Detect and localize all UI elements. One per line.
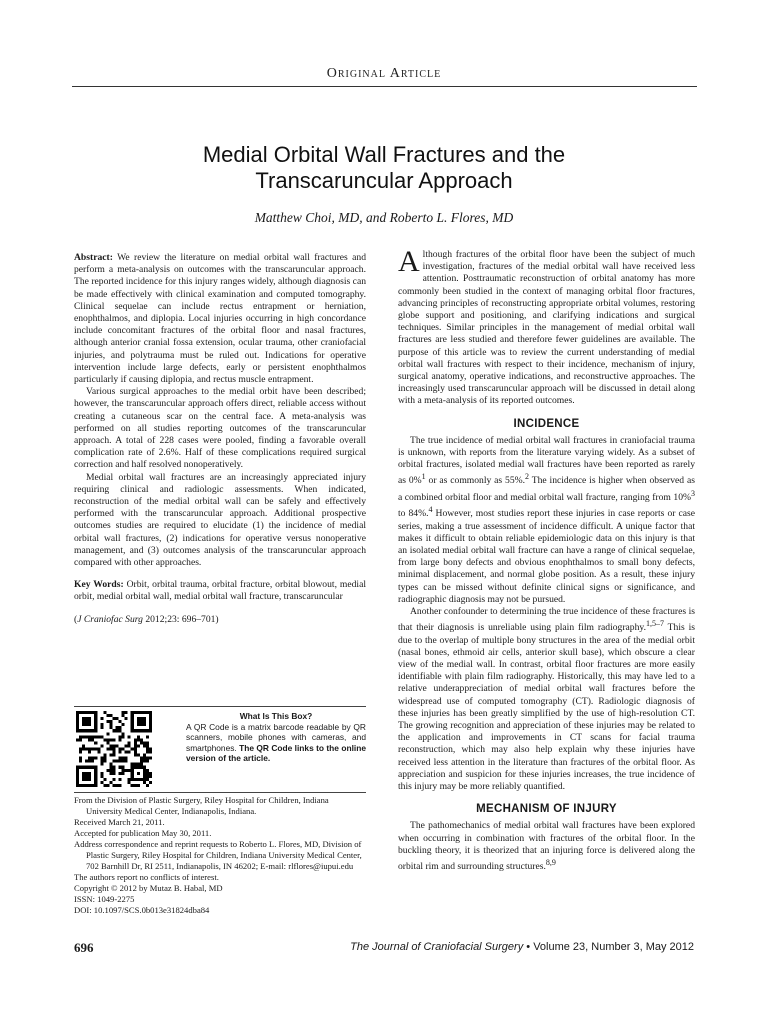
drop-cap: A <box>398 245 420 278</box>
citation-rest: 2012;23: 696–701) <box>142 613 219 625</box>
inc-p2-b: This is due to the overlap of multiple bony structures in the area of the medial orbit (nasal bones, ethmoid air cells, anterior skull base), which obscure a clear view of the medial wall. In contrast, orbital floor fractures are more easily identifiable with plain film radiography. Historically, this may have led to a relative underappreciation of medial orbital wall fractures before the widespread use of computed tomography (CT). Radiologic diagnosis of these injuries has been greatly simplified by the use of high-resolution CT. The growing recognition and appreciation of these injuries may be related to the application and improvements in CT scans for facial trauma reconstruction, which may also help explain why these injuries have received less attention in the literature than fractures of the orbital floor. As appreciation and suspicion for these injuries increases, the true incidence of this injury may be more reliably quantified. <box>398 622 695 793</box>
footer-journal-name: The Journal of Craniofacial Surgery <box>350 941 524 953</box>
spacer <box>74 569 366 579</box>
affil-issn: ISSN: 1049-2275 <box>74 894 135 904</box>
section-label: Original Article <box>326 66 442 81</box>
inc-p1-e: However, most studies report these injuries in case reports or case series, making a true assessment of incidence difficult. A unique factor that makes it difficult to obtain reliable epidemiologic data on this injury is that an isolated medial orbital wall fracture can have a range of clinical sequelae, from large bony defects and obvious enophthalmos to small bony defects, minimal displacement, and normal globe position. As a result, these injury types can be missed without definite clinical signs or significance, and radiographic diagnosis may not be pursued. <box>398 508 695 605</box>
qr-text: A QR Code is a matrix barcode readable by QR scanners, mobile phones with cameras, and smartphones. <box>186 721 366 753</box>
citation-journal: J Craniofac Surg <box>77 613 143 625</box>
affil-address: Address correspondence and reprint requests to Roberto L. Flores, MD, Division of Plastic Surgery, Riley Hospital for Children, Indiana University Medical Center, 702 Barnhill Dr, RI 2511, Indianapolis, IN 46202; E-mail: rlflores@iupui.edu <box>74 839 362 871</box>
qr-title: What Is This Box? <box>239 711 313 721</box>
affil-copyright: Copyright © 2012 by Mutaz B. Habal, MD <box>74 883 223 893</box>
citation-open: ( <box>74 613 78 625</box>
ref-sup: 3 <box>691 488 695 498</box>
ref-sup: 2 <box>525 472 530 482</box>
footer-journal-info <box>350 941 694 953</box>
inc-p2-a: Another confounder to determining the true incidence of these fractures is that their diagnosis is unreliable using plain film radiography. <box>398 606 695 634</box>
keywords-text: Orbit, orbital trauma, orbital fracture, orbital blowout, medial orbit, medial orbital wall, medial orbital wall fracture, transcaruncular <box>74 579 366 603</box>
citation <box>74 614 366 626</box>
spacer <box>74 604 366 614</box>
mech-p1: The pathomechanics of medial orbital wall fractures have been explored when occurring in combination with fractures of the orbital floor. In the buckling theory, it is theorized that an injuring force is delivered along the orbital rim and surrounding structures. <box>398 820 695 873</box>
keywords <box>74 579 366 603</box>
abstract-paragraph-1 <box>74 252 366 386</box>
qr-description <box>186 711 366 764</box>
affiliations <box>74 795 366 916</box>
mechanism-paragraph-1 <box>398 820 695 873</box>
title-line-2: Transcaruncular Approach <box>255 168 513 193</box>
qr-bottom-rule <box>74 792 366 793</box>
heading-mechanism: MECHANISM OF INJURY <box>476 803 617 816</box>
inc-p1-a: The true incidence of medial orbital wall fractures in craniofacial trauma is unknown, with reports from the literature varying widely. As a subset of orbital fractures, isolated medial wall fractures have been reported as rarely as 0% <box>398 434 695 487</box>
affil-accepted: Accepted for publication May 30, 2011. <box>74 828 212 838</box>
keywords-label: Key Words: <box>74 579 124 591</box>
abstract-text-1: We review the literature on medial orbital wall fractures and perform a meta-analysis on outcomes with the transcaruncular approach. The reported incidence for this injury ranges widely, although diagnosis can be made effectively with clinical examination and computed tomography. Clinical sequelae can include rectus entrapment or herniation, enophthalmos, and diplopia. Local injuries occurring in high concordance include concomitant fractures of the orbital floor and nasal fractures, although anterior cranial fossa extension, ocular trauma, other craniofacial injuries, and polytrauma must be ruled out. Indications for operative intervention include large defects, early or persistent enophthalmos particularly if causing diplopia, and rectus muscle entrapment. <box>74 252 366 386</box>
intro-paragraph <box>398 245 695 408</box>
qr-box <box>74 711 366 791</box>
ref-sup: 1 <box>421 472 426 482</box>
abstract-paragraph-3: Medial orbital wall fractures are an increasingly appreciated injury requiring clinical and radiologic assessments. When indicated, reconstruction of the medial orbital wall can be safely and effectively performed with the transcaruncular approach. Additional prospective outcomes studies are required to elucidate (1) the incidence of medial orbital wall fractures, (2) indications for operative versus nonoperative management, and (3) outcomes analysis of the transcaruncular approach compared with other approaches. <box>74 471 366 569</box>
affil-conflicts: The authors report no conflicts of interest. <box>74 872 219 882</box>
article-title <box>120 142 648 194</box>
incidence-paragraph-1 <box>398 435 695 606</box>
ref-sup: 1,5–7 <box>645 619 664 629</box>
incidence-paragraph-2 <box>398 606 695 793</box>
section-rule <box>72 86 697 87</box>
qr-top-rule <box>74 706 366 707</box>
affil-received: Received March 21, 2011. <box>74 817 165 827</box>
left-column <box>74 252 366 626</box>
affil-doi: DOI: 10.1097/SCS.0b013e31824dba84 <box>74 905 210 915</box>
authors: Matthew Choi, MD, and Roberto L. Flores, MD <box>254 210 514 225</box>
ref-sup: 8,9 <box>545 858 556 868</box>
title-line-1: Medial Orbital Wall Fractures and the <box>202 142 566 167</box>
heading-incidence: INCIDENCE <box>513 417 580 430</box>
affil-from: From the Division of Plastic Surgery, Riley Hospital for Children, Indiana University Medical Center, Indianapolis, Indiana. <box>74 795 329 816</box>
footer-separator: • <box>526 941 531 953</box>
inc-p1-c: The incidence is higher when observed as a combined orbital floor and medial orbital wall fracture, ranging from 10% <box>398 475 695 504</box>
inc-p1-b: or as commonly as 55%. <box>425 475 526 487</box>
abstract-paragraph-2: Various surgical approaches to the medial orbit have been described; however, the transcaruncular approach offers direct, reliable access without creating a cutaneous scar on the central face. A meta-analysis was performed on all studies reporting outcomes of the transcaruncular approach. A total of 228 cases were pooled, finding a favorable overall complication rate of 2.6%. Half of these complications required surgical correction and half resolved nonoperatively. <box>74 386 366 471</box>
ref-sup: 4 <box>428 505 433 515</box>
intro-text: lthough fractures of the orbital floor have been the subject of much investigation, fractures of the medial orbital wall have received less attention. Posttraumatic reconstruction of orbital anatomy has more commonly been studied in the context of managing orbital floor fractures, advancing principles of reconstructing appropriate orbital volumes, restoring globe support and positioning, and clarifying indications and surgical techniques. Similar principles in the management of medial orbital wall fractures are less studied and therefore fewer guidelines are available. The purpose of this article was to review the current understanding of medial orbital wall fractures with respect to their incidence, mechanism of injury, surgical anatomy, operative indications, and reconstructive approaches. The increasingly used transcaruncular approach will be discussed in detail along with a meta-analysis of its reported outcomes. <box>398 249 695 407</box>
qr-link-text: The QR Code links to the online version of the article. <box>186 742 366 764</box>
right-column <box>398 245 695 873</box>
footer-volume: Volume 23, Number 3, May 2012 <box>533 941 694 953</box>
inc-p1-d: to 84%. <box>398 508 429 520</box>
qr-code-icon[interactable] <box>76 711 152 787</box>
abstract-label: Abstract: <box>74 252 113 263</box>
page-number: 696 <box>74 940 94 955</box>
